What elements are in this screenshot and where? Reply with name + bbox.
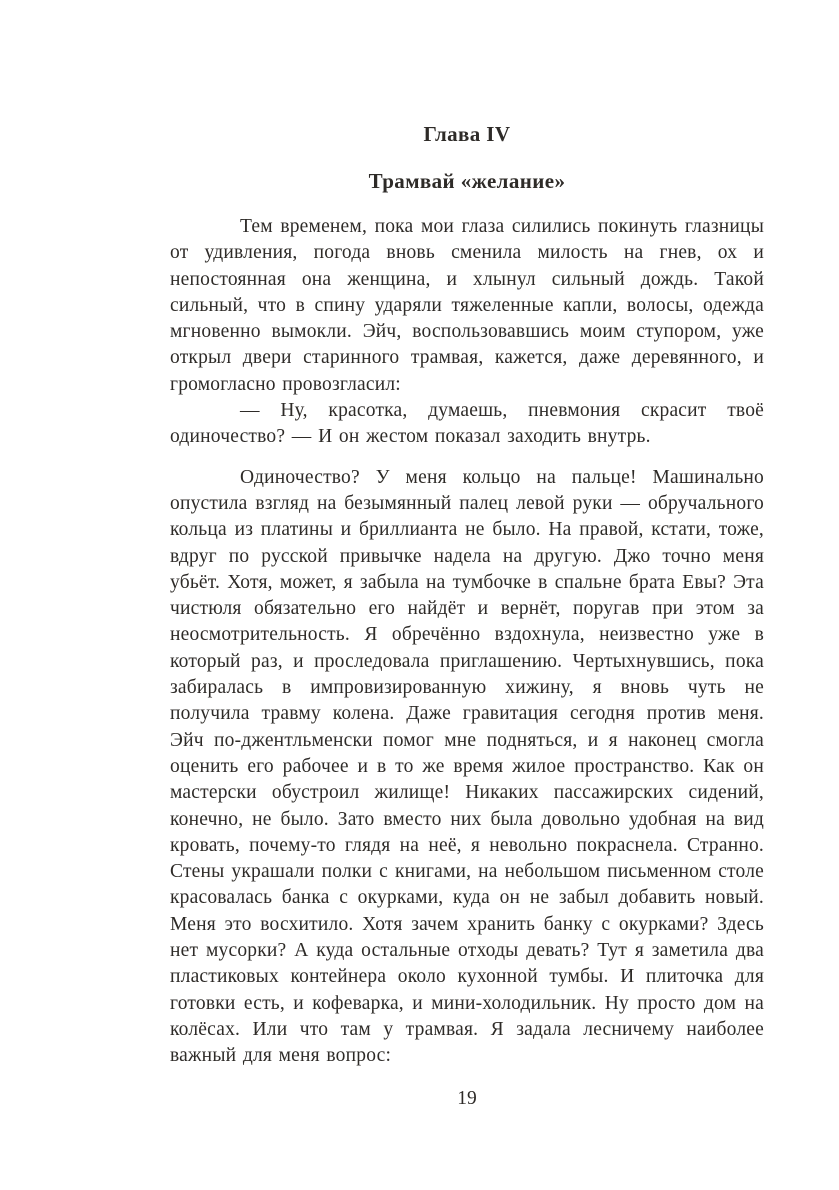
paragraph-dialogue: — Ну, красотка, думаешь, пневмония скрасит твоё одиночество? — И он жестом показал заходить внутрь. — [170, 400, 764, 448]
text-block — [170, 122, 764, 1070]
chapter-subtitle: Трамвай «желание» — [368, 169, 566, 193]
page-number: 19 — [457, 1088, 477, 1109]
chapter-title: Глава IV — [423, 122, 511, 146]
paragraph-narration-1: Тем временем, пока мои глаза силились покинуть глазницы от удивления, погода вновь сменила милость на гнев, ох и непостоянная она женщина, и хлынул сильный дождь. Такой сильный, что в спину ударяли тяжеленные капли, волосы, одежда мгновенно вымокли. Эйч, воспользовавшись моим ступором, уже открыл двери старинного трамвая, кажется, даже деревянного, и громогласно провозгласил: — [170, 216, 764, 395]
paragraph-narration-2: Одиночество? У меня кольцо на пальце! Машинально опустила взгляд на безымянный палец левой руки — обручального кольца из платины и бриллианта не было. На правой, кстати, тоже, вдруг по русской привычке надела на другую. Джо точно меня убьёт. Хотя, может, я забыла на тумбочке в спальне брата Евы? Эта чистюля обязательно его найдёт и вернёт, поругав при этом за неосмотрительность. Я обречённо вздохнула, неизвестно уже в который раз, и проследовала приглашению. Чертыхнувшись, пока забиралась в импровизированную хижину, я вновь чуть не получила травму колена. Даже гравитация сегодня против меня. Эйч по-джентльменски помог мне подняться, и я наконец смогла оценить его рабочее и в то же время жилое пространство. Как он мастерски обустроил жилище! Никаких пассажирских сидений, конечно, не было. Зато вместо них была довольно удобная на вид кровать, почему-то глядя на неё, я невольно покраснела. Странно. Стены украшали полки с книгами, на небольшом письменном столе красовалась банка с окурками, куда он не забыл добавить новый. Меня это восхитило. Хотя зачем хранить банку с окурками? Здесь нет мусорки? А куда остальные отходы девать? Тут я заметила два пластиковых контейнера около кухонной тумбы. И плиточка для готовки есть, и кофеварка, и мини-холодильник. Ну просто дом на колёсах. Или что там у трамвая. Я задала лесничему наиболее важный для меня вопрос: — [170, 466, 764, 1067]
body-text — [170, 214, 764, 1070]
